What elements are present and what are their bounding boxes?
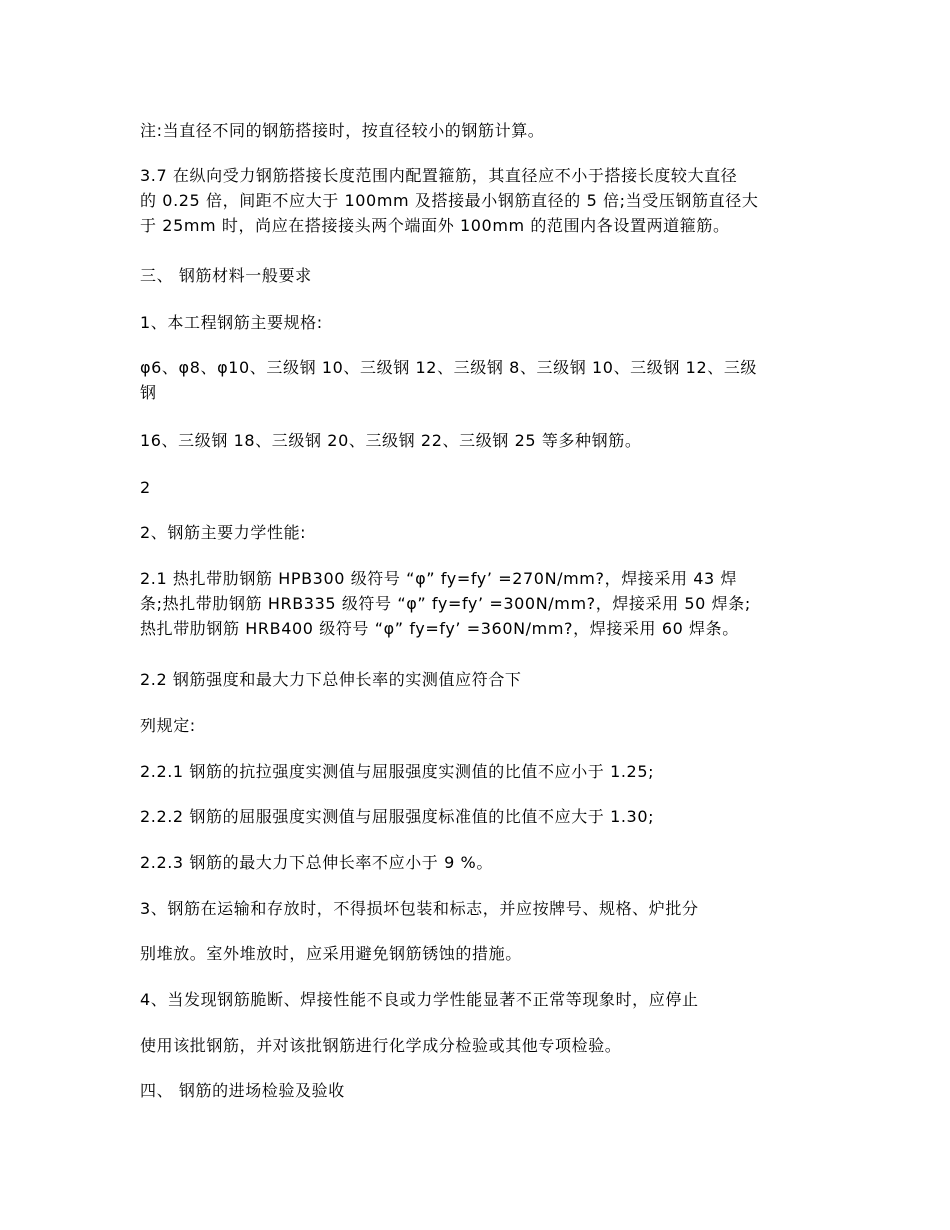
text-line: 3.7 在纵向受力钢筋搭接长度范围内配置箍筋，其直径应不小于搭接长度较大直径: [140, 166, 738, 185]
text-line: 2.2.3 钢筋的最大力下总伸长率不应小于 9 %。: [140, 853, 493, 872]
text-line: 2.1 热扎带肋钢筋 HPB300 级符号 “φ” fy=fy’ =270N/mm?，焊接采用 43 焊: [140, 569, 738, 588]
text-line: 16、三级钢 18、三级钢 20、三级钢 22、三级钢 25 等多种钢筋。: [140, 431, 642, 450]
text-line: 于 25mm 时，尚应在搭接接头两个端面外 100mm 的范围内各设置两道箍筋。: [140, 216, 730, 235]
text-line: 2: [140, 478, 151, 497]
page-number: [140, 475, 820, 500]
clause-2-2-continued: [140, 713, 820, 738]
mechanical-properties-paragraph: [140, 566, 820, 641]
text-line: 注:当直径不同的钢筋搭接时，按直径较小的钢筋计算。: [140, 121, 545, 140]
text-line: 2.2.1 钢筋的抗拉强度实测值与屈服强度实测值的比值不应小于 1.25;: [140, 762, 655, 781]
section-heading-3: [140, 263, 820, 288]
stirrup-clause-paragraph: [140, 163, 820, 238]
note-paragraph: [140, 118, 820, 143]
text-line: 2.2 钢筋强度和最大力下总伸长率的实测值应符合下: [140, 670, 522, 689]
text-line: 1、本工程钢筋主要规格:: [140, 313, 323, 332]
item-3-paragraph: [140, 896, 820, 921]
text-line: 2、钢筋主要力学性能:: [140, 523, 307, 542]
clause-2-2-3: [140, 850, 820, 875]
text-line: 钢: [140, 383, 157, 402]
text-line: 的 0.25 倍，间距不应大于 100mm 及搭接最小钢筋直径的 5 倍;当受压钢筋直径大: [140, 191, 759, 210]
item-3-continued: [140, 941, 820, 966]
item-4-continued: [140, 1033, 820, 1058]
item-1-heading: [140, 310, 820, 335]
text-line: 四、 钢筋的进场检验及验收: [140, 1081, 345, 1100]
spec-list-paragraph: [140, 355, 820, 405]
text-line: 条;热扎带肋钢筋 HRB335 级符号 “φ” fy=fy’ =300N/mm?，焊接采用 50 焊条;: [140, 594, 751, 613]
item-2-heading: [140, 520, 820, 545]
item-4-paragraph: [140, 987, 820, 1012]
text-line: 三、 钢筋材料一般要求: [140, 266, 312, 285]
text-line: 列规定:: [140, 716, 196, 735]
text-line: φ6、φ8、φ10、三级钢 10、三级钢 12、三级钢 8、三级钢 10、三级钢 12、三级: [140, 358, 758, 377]
clause-2-2-2: [140, 804, 820, 829]
text-line: 使用该批钢筋，并对该批钢筋进行化学成分检验或其他专项检验。: [140, 1036, 622, 1055]
clause-2-2: [140, 667, 820, 692]
text-line: 热扎带肋钢筋 HRB400 级符号 “φ” fy=fy’ =360N/mm?，焊接采用 60 焊条。: [140, 619, 739, 638]
spec-list-continued: [140, 428, 820, 453]
text-line: 4、当发现钢筋脆断、焊接性能不良或力学性能显著不正常等现象时，应停止: [140, 990, 699, 1009]
text-line: 3、钢筋在运输和存放时，不得损坏包装和标志，并应按牌号、规格、炉批分: [140, 899, 699, 918]
text-line: 别堆放。室外堆放时，应采用避免钢筋锈蚀的措施。: [140, 944, 522, 963]
text-line: 2.2.2 钢筋的屈服强度实测值与屈服强度标准值的比值不应大于 1.30;: [140, 807, 655, 826]
section-heading-4: [140, 1078, 820, 1103]
clause-2-2-1: [140, 759, 820, 784]
